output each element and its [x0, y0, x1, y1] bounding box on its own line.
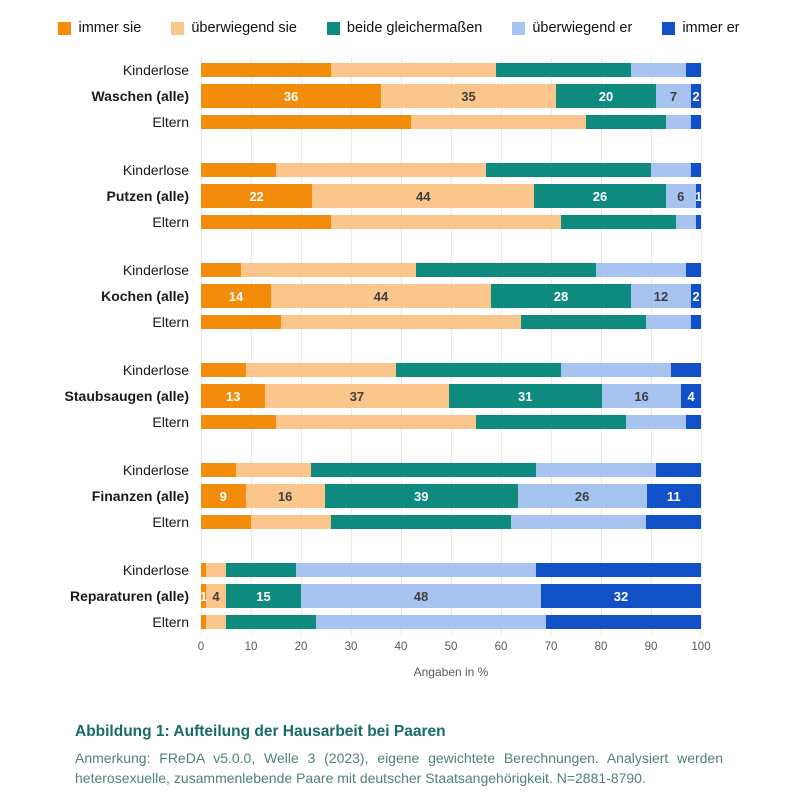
bar-segment	[325, 484, 518, 508]
bar-row	[0, 509, 798, 535]
bar-row	[0, 483, 798, 509]
bar-segment	[276, 415, 476, 429]
bar-row	[0, 109, 798, 135]
bar-segment	[536, 563, 701, 577]
bar-row	[0, 383, 798, 409]
bar-segment	[265, 384, 448, 408]
bar-segment	[651, 163, 691, 177]
bar-segment	[681, 384, 701, 408]
bar-segment	[411, 115, 586, 129]
bar-track	[201, 615, 701, 629]
bar-segment	[496, 63, 631, 77]
bar-segment	[201, 163, 276, 177]
chart-legend	[0, 0, 798, 41]
bar-segment	[686, 263, 701, 277]
bar-track	[201, 315, 701, 329]
bar-segment	[656, 84, 691, 108]
row-label: Waschen (alle)	[91, 88, 189, 104]
segment-value-label: 36	[283, 88, 299, 104]
segment-value-label: 31	[517, 388, 533, 404]
bar-row	[0, 609, 798, 635]
task-group-kochen	[0, 257, 798, 335]
bar-segment	[476, 415, 626, 429]
x-axis-title: Angaben in %	[413, 665, 489, 679]
row-label: Eltern	[152, 314, 189, 330]
bar-row	[0, 409, 798, 435]
bar-segment	[686, 63, 701, 77]
bar-segment	[666, 184, 696, 208]
x-tick-label: 10	[244, 641, 258, 653]
bar-segment	[246, 484, 325, 508]
bar-segment	[201, 263, 241, 277]
legend-item	[327, 20, 482, 36]
bar-segment	[691, 315, 701, 329]
segment-value-label: 22	[249, 188, 264, 204]
legend-swatch-icon	[171, 22, 184, 35]
segment-value-label: 20	[598, 88, 614, 104]
segment-value-label: 7	[669, 88, 678, 104]
stacked-bar	[201, 384, 701, 408]
bar-segment	[311, 463, 536, 477]
x-tick-label: 70	[544, 641, 558, 653]
bar-segment	[546, 615, 701, 629]
legend-label: beide gleichermaßen	[346, 20, 483, 36]
x-tick-label: 80	[594, 641, 608, 653]
task-group-putzen	[0, 157, 798, 235]
bar-track	[201, 115, 701, 129]
bar-segment	[691, 115, 701, 129]
bar-segment	[251, 515, 331, 529]
legend-item	[662, 20, 739, 36]
segment-value-label: 35	[461, 88, 476, 104]
row-label: Staubsaugen (alle)	[64, 388, 189, 404]
bar-segment	[666, 115, 691, 129]
caption-title: Abbildung 1: Aufteilung der Hausarbeit bei Paaren	[75, 723, 446, 740]
bar-segment	[691, 163, 701, 177]
x-tick-label: 30	[344, 641, 358, 653]
bar-track	[201, 584, 701, 608]
segment-value-label: 16	[277, 488, 293, 504]
segment-value-label: 15	[256, 588, 271, 604]
bar-segment	[491, 284, 631, 308]
bar-track	[201, 184, 701, 208]
stacked-bar	[201, 484, 701, 508]
legend-swatch-icon	[58, 22, 71, 35]
bar-segment	[691, 84, 701, 108]
bar-segment	[331, 515, 511, 529]
stacked-bar	[201, 163, 701, 177]
bar-segment	[696, 184, 701, 208]
bar-row	[0, 57, 798, 83]
legend-swatch-icon	[512, 22, 525, 35]
row-label: Kinderlose	[122, 562, 189, 578]
segment-value-label: 2	[692, 88, 700, 104]
bar-row	[0, 457, 798, 483]
bar-segment	[201, 84, 381, 108]
row-label: Eltern	[152, 514, 189, 530]
bar-segment	[631, 63, 686, 77]
segment-value-label: 12	[653, 288, 669, 304]
bar-segment	[206, 615, 226, 629]
bar-track	[201, 284, 701, 308]
legend-label: immer er	[682, 20, 740, 36]
segment-value-label: 39	[414, 488, 429, 504]
segment-value-label: 4	[687, 388, 695, 404]
stacked-bar	[201, 463, 701, 477]
stacked-bar	[201, 284, 701, 308]
bar-segment	[631, 284, 691, 308]
segment-value-label: 44	[373, 288, 389, 304]
row-label: Kinderlose	[122, 262, 189, 278]
legend-swatch-icon	[327, 22, 340, 35]
bar-row	[0, 157, 798, 183]
bar-track	[201, 515, 701, 529]
bar-segment	[201, 284, 271, 308]
bar-segment	[281, 315, 521, 329]
bar-track	[201, 563, 701, 577]
row-label: Kinderlose	[122, 62, 189, 78]
legend-swatch-icon	[662, 22, 675, 35]
segment-value-label: 26	[574, 488, 590, 504]
bar-track	[201, 84, 701, 108]
bar-segment	[561, 215, 676, 229]
bar-segment	[201, 115, 411, 129]
row-label: Eltern	[152, 614, 189, 630]
bar-segment	[646, 515, 701, 529]
bar-row	[0, 183, 798, 209]
bar-segment	[201, 484, 246, 508]
legend-label: immer sie	[78, 20, 142, 36]
bar-segment	[246, 363, 396, 377]
row-label: Putzen (alle)	[106, 188, 189, 204]
legend-item	[58, 20, 141, 36]
bar-track	[201, 463, 701, 477]
segment-value-label: 16	[634, 388, 649, 404]
bar-track	[201, 263, 701, 277]
bar-row	[0, 257, 798, 283]
bar-row	[0, 283, 798, 309]
bar-segment	[596, 263, 686, 277]
segment-value-label: 9	[219, 488, 227, 504]
bar-segment	[656, 463, 701, 477]
bar-track	[201, 363, 701, 377]
bar-track	[201, 163, 701, 177]
x-tick-label: 0	[197, 641, 205, 653]
segment-value-label: 1	[199, 588, 208, 604]
bar-segment	[561, 363, 671, 377]
legend-label: überwiegend er	[532, 20, 633, 36]
x-tick-label: 20	[294, 641, 308, 653]
bar-segment	[201, 184, 312, 208]
segment-value-label: 14	[228, 288, 244, 304]
bar-segment	[646, 315, 691, 329]
bar-segment	[534, 184, 665, 208]
bar-segment	[541, 584, 701, 608]
bar-segment	[226, 584, 301, 608]
bar-row	[0, 83, 798, 109]
stacked-bar	[201, 515, 701, 529]
stacked-bar	[201, 215, 701, 229]
bar-segment	[671, 363, 701, 377]
bar-segment	[647, 484, 701, 508]
stacked-bar	[201, 415, 701, 429]
bar-segment	[301, 584, 541, 608]
x-tick-label: 50	[444, 641, 458, 653]
segment-value-label: 26	[592, 188, 608, 204]
bar-row	[0, 557, 798, 583]
bar-segment	[201, 215, 331, 229]
bar-segment	[201, 384, 265, 408]
bar-segment	[691, 284, 701, 308]
x-tick-label: 90	[644, 641, 658, 653]
bar-segment	[626, 415, 686, 429]
segment-value-label: 11	[666, 488, 681, 504]
stacked-bar	[201, 84, 701, 108]
bar-segment	[696, 215, 701, 229]
bar-segment	[226, 615, 316, 629]
bar-segment	[676, 215, 696, 229]
figure-caption	[75, 723, 723, 788]
task-group-reparaturen	[0, 557, 798, 635]
stacked-bar	[201, 563, 701, 577]
bar-segment	[536, 463, 656, 477]
bar-track	[201, 484, 701, 508]
bar-segment	[396, 363, 561, 377]
segment-value-label: 44	[415, 188, 431, 204]
bar-segment	[201, 515, 251, 529]
legend-item	[512, 20, 632, 36]
bar-segment	[276, 163, 486, 177]
row-label: Eltern	[152, 414, 189, 430]
bar-segment	[556, 84, 656, 108]
bar-segment	[521, 315, 646, 329]
bar-segment	[201, 363, 246, 377]
bar-segment	[449, 384, 602, 408]
legend-label: überwiegend sie	[191, 20, 297, 36]
bar-segment	[206, 584, 226, 608]
x-tick-label: 60	[494, 641, 508, 653]
segment-value-label: 4	[212, 588, 220, 604]
row-label: Kinderlose	[122, 162, 189, 178]
stacked-bar	[201, 184, 701, 208]
bar-segment	[316, 615, 546, 629]
segment-value-label: 48	[413, 588, 429, 604]
stacked-bar	[201, 363, 701, 377]
bar-track	[201, 415, 701, 429]
stacked-bar	[201, 615, 701, 629]
bar-row	[0, 209, 798, 235]
bar-segment	[331, 63, 496, 77]
segment-value-label: 6	[677, 188, 685, 204]
stacked-bar	[201, 63, 701, 77]
bar-segment	[381, 84, 556, 108]
bar-segment	[201, 463, 236, 477]
x-tick-label: 100	[691, 641, 711, 653]
x-axis	[197, 641, 711, 657]
bar-segment	[241, 263, 416, 277]
bar-segment	[296, 563, 536, 577]
row-label: Kinderlose	[122, 362, 189, 378]
stacked-bar	[201, 115, 701, 129]
bar-groups	[0, 57, 798, 635]
bar-segment	[518, 484, 647, 508]
row-label: Reparaturen (alle)	[69, 588, 189, 604]
legend-item	[171, 20, 297, 36]
bar-row	[0, 309, 798, 335]
row-label: Finanzen (alle)	[91, 488, 189, 504]
bar-segment	[206, 563, 226, 577]
bar-segment	[271, 284, 491, 308]
bar-segment	[602, 384, 681, 408]
bar-segment	[586, 115, 666, 129]
row-label: Eltern	[152, 214, 189, 230]
row-label: Eltern	[152, 114, 189, 130]
bar-segment	[201, 63, 331, 77]
stacked-bar	[201, 584, 701, 608]
task-group-finanzen	[0, 457, 798, 535]
segment-value-label: 28	[553, 288, 569, 304]
stacked-bar	[201, 263, 701, 277]
stacked-bar	[201, 315, 701, 329]
task-group-waschen	[0, 57, 798, 135]
bar-segment	[201, 315, 281, 329]
task-group-staubsaugen	[0, 357, 798, 435]
bar-row	[0, 357, 798, 383]
row-label: Kochen (alle)	[101, 288, 189, 304]
segment-value-label: 37	[349, 388, 365, 404]
bar-segment	[486, 163, 651, 177]
bar-segment	[331, 215, 561, 229]
stacked-bar-chart	[0, 57, 798, 679]
bar-track	[201, 384, 701, 408]
bar-segment	[312, 184, 534, 208]
bar-segment	[686, 415, 701, 429]
segment-value-label: 1	[694, 188, 703, 204]
bar-segment	[226, 563, 296, 577]
segment-value-label: 32	[613, 588, 629, 604]
bar-row	[0, 583, 798, 609]
bar-track	[201, 215, 701, 229]
segment-value-label: 2	[692, 288, 700, 304]
row-label: Kinderlose	[122, 462, 189, 478]
bar-track	[201, 63, 701, 77]
bar-segment	[511, 515, 646, 529]
x-tick-label: 40	[394, 641, 408, 653]
chart-body	[0, 57, 798, 635]
bar-segment	[236, 463, 311, 477]
segment-value-label: 13	[225, 388, 241, 404]
caption-note: Anmerkung: FReDA v5.0.0, Welle 3 (2023), eigene gewichtete Berechnungen. Analysiert werden heterosexuelle, zusammenlebende Paare mit deutscher Staatsangehörigkeit. N=2881-8790.	[75, 750, 723, 786]
bar-segment	[416, 263, 596, 277]
bar-segment	[201, 415, 276, 429]
